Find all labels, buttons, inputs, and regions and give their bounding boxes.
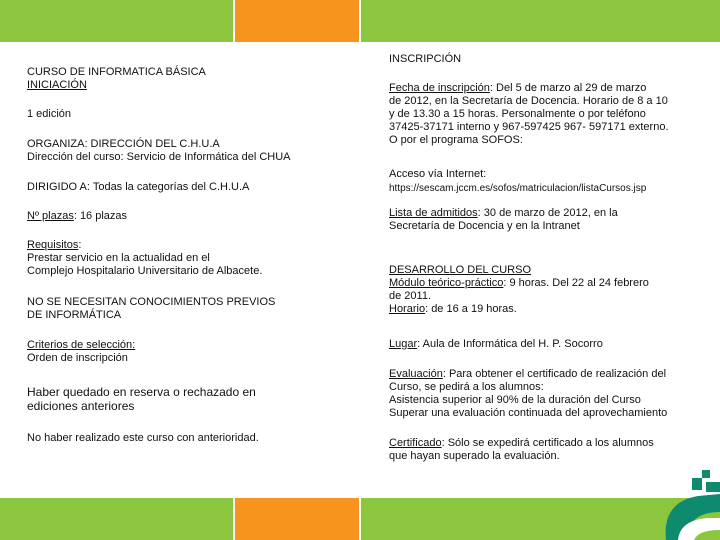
criterios-label: Criterios de selección: — [27, 339, 136, 351]
plazas-block — [27, 210, 327, 223]
dirigido-block — [27, 181, 327, 194]
evaluacion-line2: Curso, se pedirá a los alumnos: — [389, 381, 544, 393]
modulo-line2: de 2011. — [389, 290, 432, 302]
organiza-block — [27, 138, 327, 164]
fecha-line3: y de 13.30 a 15 horas. Personalmente o por teléfono — [389, 108, 646, 120]
top-bar-orange — [235, 0, 359, 42]
sofos-url-link[interactable]: https://sescam.jccm.es/sofos/matriculacion/listaCursos.jsp — [389, 183, 647, 194]
evaluacion-label: Evaluación — [389, 368, 443, 380]
organiza-text: ORGANIZA: DIRECCIÓN DEL C.H.U.A — [27, 138, 220, 150]
fecha-block — [389, 82, 704, 147]
fecha-line1: : Del 5 de marzo al 29 de marzo — [489, 82, 647, 94]
certificado-line2: que hayan superado la evaluación. — [389, 450, 560, 462]
dirigido-value: Todas la categorías del C.H.U.A — [92, 181, 250, 193]
bottom-bar-orange — [235, 498, 359, 540]
bottom-bar-green-right — [361, 498, 661, 540]
fecha-line4: 37425-37171 interno y 967-597425 967- 597171 externo. — [389, 121, 669, 133]
requisitos-label: Requisitos — [27, 239, 79, 251]
edition-text: 1 edición — [27, 108, 72, 120]
fecha-line2: de 2012, en la Secretaría de Docencia. Horario de 8 a 10 — [389, 95, 668, 107]
reserva-block — [27, 385, 327, 413]
evaluacion-line4: Superar una evaluación continuada del aprovechamiento — [389, 407, 668, 419]
plazas-value: : 16 plazas — [73, 210, 128, 222]
evaluacion-line1: : Para obtener el certificado de realización del — [442, 368, 667, 380]
desarrollo-block — [389, 264, 704, 316]
certificado-block — [389, 437, 704, 463]
certificado-line1: : Sólo se expedirá certificado a los alumnos — [441, 437, 654, 449]
dirigido-label: DIRIGIDO A: — [27, 181, 90, 193]
direccion-text: Dirección del curso: Servicio de Informática del CHUA — [27, 151, 291, 163]
evaluacion-block — [389, 368, 704, 420]
top-color-bar — [0, 0, 720, 42]
requisitos-line2: Complejo Hospitalario Universitario de Albacete. — [27, 265, 263, 277]
no-haber-text: No haber realizado este curso con anterioridad. — [27, 432, 259, 444]
course-title-line2: INICIACIÓN — [27, 79, 87, 91]
horario-label: Horario — [389, 303, 426, 315]
reserva-line1: Haber quedado en reserva o rechazado en — [27, 385, 256, 399]
inscripcion-title: INSCRIPCIÓN — [389, 53, 462, 65]
course-title-line1: CURSO DE INFORMATICA BÁSICA — [27, 66, 206, 78]
plazas-label: Nº plazas — [27, 210, 74, 222]
bottom-bar-green-left — [0, 498, 233, 540]
criterios-block — [27, 339, 327, 365]
no-necesitan-line2: DE INFORMÁTICA — [27, 309, 122, 321]
modulo-label: Módulo teórico-práctico — [389, 277, 504, 289]
top-bar-green-right — [361, 0, 720, 42]
admitidos-line1: : 30 de marzo de 2012, en la — [477, 207, 618, 219]
bottom-color-bar — [0, 498, 720, 540]
no-necesitan-line1: NO SE NECESITAN CONOCIMIENTOS PREVIOS — [27, 296, 276, 308]
no-necesitan-block — [27, 296, 327, 322]
lugar-block — [389, 338, 704, 351]
criterios-value: Orden de inscripción — [27, 352, 128, 364]
desarrollo-title: DESARROLLO DEL CURSO — [389, 264, 532, 276]
course-title — [27, 66, 327, 92]
admitidos-line2: Secretaría de Docencia y en la Intranet — [389, 220, 580, 232]
acceso-block — [389, 168, 704, 195]
reserva-line2: ediciones anteriores — [27, 399, 135, 413]
certificado-label: Certificado — [389, 437, 442, 449]
requisitos-colon: : — [78, 239, 82, 251]
lugar-value: : Aula de Informática del H. P. Socorro — [417, 338, 603, 350]
fecha-label: Fecha de inscripción — [389, 82, 490, 94]
acceso-text: Acceso vía Internet: — [389, 168, 487, 180]
admitidos-block — [389, 207, 704, 233]
admitidos-label: Lista de admitidos — [389, 207, 478, 219]
modulo-line1: : 9 horas. Del 22 al 24 febrero — [503, 277, 649, 289]
fecha-line5: O por el programa SOFOS: — [389, 134, 523, 146]
requisitos-line1: Prestar servicio en la actualidad en el — [27, 252, 210, 264]
lugar-label: Lugar — [389, 338, 418, 350]
evaluacion-line3: Asistencia superior al 90% de la duración del Curso — [389, 394, 641, 406]
horario-value: : de 16 a 19 horas. — [425, 303, 517, 315]
top-bar-green-left — [0, 0, 233, 42]
requisitos-block — [27, 239, 327, 278]
